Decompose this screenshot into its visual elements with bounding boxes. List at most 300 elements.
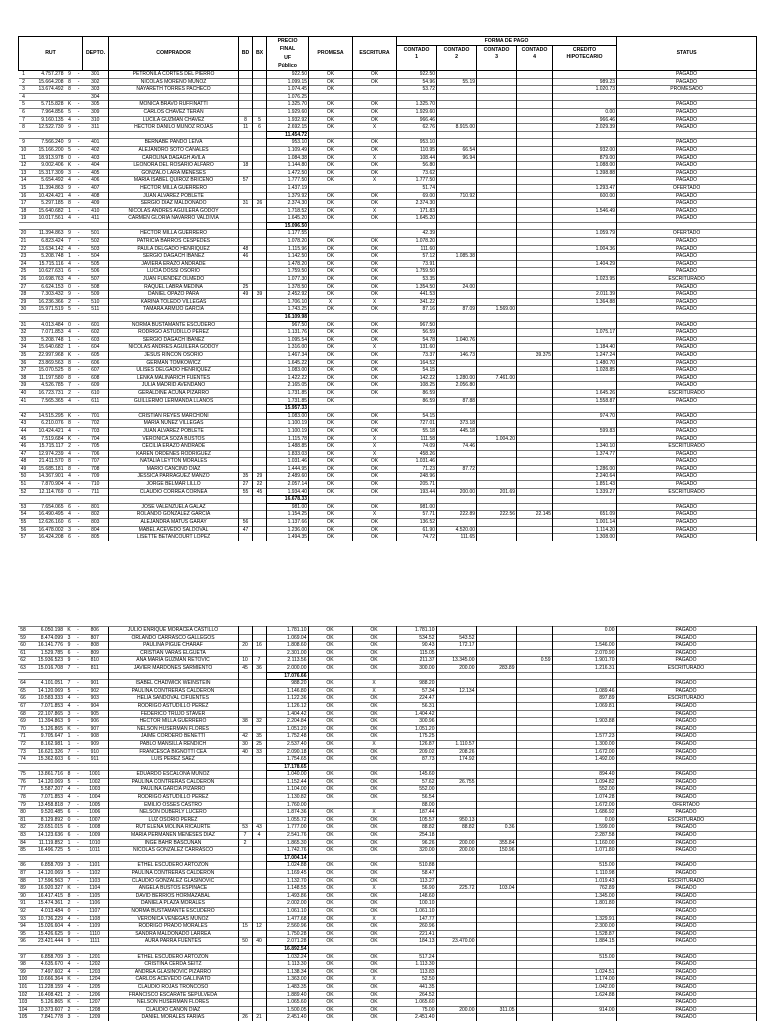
contado2-cell (437, 200, 477, 208)
escritura-cell: OK (353, 162, 397, 170)
subtotal-row (18, 945, 756, 953)
bd-cell (239, 465, 253, 473)
escritura-cell: OK (352, 983, 396, 991)
status-cell: PAGADO (617, 298, 757, 306)
status-cell: PAGADO (616, 983, 756, 991)
bx-cell: 21 (252, 1014, 266, 1021)
promesa-cell (309, 93, 353, 101)
subtotal-empty-cell (18, 672, 28, 680)
comprador-cell: LENKA MALINARICH FUENTES (109, 374, 239, 382)
depto-cell: 709 (83, 473, 109, 481)
row-number: 1 (19, 71, 29, 79)
comprador-cell: JESSICA PARRAGUEZ MANZO (109, 473, 239, 481)
escritura-cell: X (352, 740, 396, 748)
contado3-cell (476, 983, 516, 991)
rut-cell: 16.920.327 (28, 885, 64, 893)
table-row (19, 420, 757, 428)
rut-separator: - (74, 999, 82, 1007)
escritura-cell: OK (353, 200, 397, 208)
credito-cell: 1.247.24 (553, 351, 617, 359)
rut-cell: 15.362.603 (28, 756, 64, 764)
escritura-cell: OK (353, 139, 397, 147)
rut-cell: 7.519.684 (29, 435, 65, 443)
contado1-cell: 1.929.60 (397, 108, 437, 116)
contado1-cell: 145.60 (396, 771, 436, 779)
rut-dv-cell: 4 (65, 397, 75, 405)
bd-cell (239, 374, 253, 382)
contado2-cell: 13.345.00 (436, 657, 476, 665)
bd-cell (238, 710, 252, 718)
row-number: 62 (18, 657, 28, 665)
precio-cell: 1.177.55 (267, 230, 309, 238)
rut-dv-cell: 4 (65, 260, 75, 268)
depto-cell: 1207 (82, 999, 108, 1007)
credito-cell: 1.019.43 (552, 877, 616, 885)
comprador-cell: JUAN ALVAREZ POBLETE (109, 427, 239, 435)
credito-cell: 1.184.40 (553, 344, 617, 352)
status-cell: ESCRITURADO (616, 816, 756, 824)
sales-sheet-bottom (18, 626, 756, 1021)
escritura-cell: OK (352, 847, 396, 855)
comprador-cell: GUILLERMO LERMANDA LLANOS (109, 397, 239, 405)
rut-cell: 12.626.160 (29, 519, 65, 527)
promesa-cell: OK (308, 794, 352, 802)
status-cell: OFERTADO (617, 184, 757, 192)
contado2-cell: 373.18 (437, 420, 477, 428)
contado4-cell (517, 321, 553, 329)
rut-dv-cell: 0 (65, 321, 75, 329)
depto-cell: 1011 (82, 847, 108, 855)
depto-cell: 708 (83, 465, 109, 473)
precio-cell: 1.781.10 (266, 627, 308, 635)
contado2-cell (437, 71, 477, 79)
comprador-cell: PAULINA CONTRERAS CALDERON (108, 870, 238, 878)
rut-cell: 6.858.709 (28, 953, 64, 961)
contado1-cell: 922.50 (397, 71, 437, 79)
promesa-cell: OK (309, 71, 353, 79)
rut-dv-cell: 9 (65, 230, 75, 238)
table-row (19, 253, 757, 261)
contado1-cell: 1.051.20 (396, 725, 436, 733)
credito-cell: 762.89 (552, 885, 616, 893)
contado1-cell: 56.31 (396, 702, 436, 710)
depto-cell: 1202 (82, 961, 108, 969)
row-number: 34 (19, 344, 29, 352)
contado1-cell: 1.404.42 (396, 710, 436, 718)
table-row (19, 359, 757, 367)
contado4-cell (517, 200, 553, 208)
contado4-cell: 22.145 (517, 511, 553, 519)
rut-cell: 23.421.444 (28, 938, 64, 946)
status-cell: PAGADO (617, 329, 757, 337)
contado3-cell (477, 253, 517, 261)
precio-cell: 1.422.22 (267, 374, 309, 382)
rut-cell: 16.424.208 (29, 534, 65, 541)
rut-cell: 4.101.051 (28, 680, 64, 688)
escritura-cell: OK (352, 1014, 396, 1021)
subtotal-empty-cell (617, 405, 757, 413)
contado1-cell: 1.065.60 (396, 999, 436, 1007)
depto-cell: 1010 (82, 839, 108, 847)
bx-cell: 32 (252, 718, 266, 726)
subtotal-empty-cell (477, 314, 517, 322)
credito-cell (553, 200, 617, 208)
subtotal-empty-cell (617, 496, 757, 504)
rut-separator: - (75, 215, 83, 223)
rut-dv-cell: 4 (64, 702, 74, 710)
contado4-cell (516, 892, 552, 900)
comprador-cell: CLAUDIO CAÑON DIAZ (108, 1006, 238, 1014)
contado3-cell (476, 702, 516, 710)
escritura-cell: OK (353, 276, 397, 284)
bx-cell (252, 930, 266, 938)
rut-dv-cell: 5 (65, 146, 75, 154)
promesa-cell: OK (309, 443, 353, 451)
bd-cell: 50 (238, 938, 252, 946)
rut-cell: 16.490.495 (29, 511, 65, 519)
table-row (19, 268, 757, 276)
subtotal-empty-cell (83, 405, 109, 413)
credito-cell: 1.903.88 (552, 718, 616, 726)
row-number: 7 (19, 116, 29, 124)
promesa-cell: OK (308, 702, 352, 710)
depto-cell: 907 (82, 725, 108, 733)
row-number: 44 (19, 427, 29, 435)
escritura-cell (353, 93, 397, 101)
subtotal-empty-cell (28, 945, 64, 953)
precio-cell: 1.494.35 (267, 534, 309, 541)
precio-cell: 1.055.72 (266, 816, 308, 824)
rut-cell: 5.208.748 (29, 253, 65, 261)
rut-dv-cell: K (64, 885, 74, 893)
status-cell: PAGADO (617, 412, 757, 420)
depto-cell: 704 (83, 435, 109, 443)
subtotal-empty-cell (108, 945, 238, 953)
bd-cell (238, 900, 252, 908)
contado1-cell: 115.05 (396, 649, 436, 657)
contado1-cell: 126.87 (396, 740, 436, 748)
contado4-cell (516, 748, 552, 756)
escritura-cell: OK (353, 488, 397, 496)
row-number: 4 (19, 93, 29, 101)
rut-cell: 11.394.863 (29, 230, 65, 238)
escritura-cell (353, 230, 397, 238)
bd-cell (239, 412, 253, 420)
contado1-cell: 136.52 (397, 519, 437, 527)
escritura-cell: OK (353, 374, 397, 382)
bd-cell (239, 382, 253, 390)
rut-cell: 7.497.602 (28, 968, 64, 976)
contado2-cell (437, 238, 477, 246)
bx-cell: 25 (252, 740, 266, 748)
credito-cell: 1.110.98 (552, 870, 616, 878)
row-number: 91 (18, 900, 28, 908)
precio-cell: 1.130.82 (266, 794, 308, 802)
escritura-cell: OK (353, 321, 397, 329)
contado1-cell: 113.83 (396, 968, 436, 976)
comprador-cell: PAULA DELGADO HENRIQUEZ (109, 245, 239, 253)
subtotal-empty-cell (437, 405, 477, 413)
contado2-cell: 445.18 (437, 427, 477, 435)
depto-cell: 1106 (82, 900, 108, 908)
contado2-cell (437, 329, 477, 337)
comprador-cell: PAULINA CONTRERAS CALDERON (108, 778, 238, 786)
contado3-cell (477, 503, 517, 511)
contado2-cell (436, 968, 476, 976)
comprador-cell: ANA MARIA GUZMAN RETOVIC (108, 657, 238, 665)
rut-separator: - (75, 389, 83, 397)
escritura-cell: OK (352, 816, 396, 824)
table-row (18, 938, 756, 946)
rut-dv-cell: 5 (65, 108, 75, 116)
contado1-cell: 248.96 (397, 473, 437, 481)
row-number: 92 (18, 907, 28, 915)
subtotal-empty-cell (552, 854, 616, 862)
promesa-cell: OK (309, 367, 353, 375)
table-body-bottom (18, 627, 756, 1021)
rut-dv-cell: 4 (65, 116, 75, 124)
credito-cell: 914.00 (552, 1006, 616, 1014)
contado2-cell: 200.00 (436, 847, 476, 855)
rut-cell: 10.583.333 (28, 695, 64, 703)
comprador-cell (109, 93, 239, 101)
depto-cell: 401 (83, 139, 109, 147)
bx-cell: 7 (252, 657, 266, 665)
precio-cell: 1.477.68 (266, 915, 308, 923)
subtotal-row (18, 854, 756, 862)
escritura-cell: OK (353, 336, 397, 344)
rut-separator: - (74, 839, 82, 847)
depto-cell: 1104 (82, 885, 108, 893)
contado1-cell: 113.27 (396, 877, 436, 885)
depto-cell: 1101 (82, 862, 108, 870)
promesa-cell: OK (308, 847, 352, 855)
table-row (18, 733, 756, 741)
row-number: 31 (19, 321, 29, 329)
bx-cell (253, 427, 267, 435)
rut-dv-cell: 1 (64, 740, 74, 748)
escritura-cell: OK (352, 991, 396, 999)
row-number: 68 (18, 710, 28, 718)
contado3-cell (477, 184, 517, 192)
row-number: 29 (19, 298, 29, 306)
contado3-cell (477, 71, 517, 79)
contado2-cell: 208.26 (436, 748, 476, 756)
rut-dv-cell: 1 (65, 207, 75, 215)
rut-cell: 14.120.069 (28, 687, 64, 695)
bx-cell (253, 108, 267, 116)
rut-cell: 7.566.240 (29, 139, 65, 147)
subtotal-empty-cell (82, 945, 108, 953)
comprador-cell: ALEJANDRO SOTO CANALES (109, 146, 239, 154)
table-row (19, 473, 757, 481)
table-row (19, 78, 757, 86)
status-cell: PAGADO (616, 634, 756, 642)
contado1-cell: 54.15 (397, 412, 437, 420)
row-number: 80 (18, 809, 28, 817)
rut-separator: - (74, 976, 82, 984)
rut-dv-cell: 4 (65, 329, 75, 337)
contado3-cell: 0.36 (476, 824, 516, 832)
subtotal-empty-cell (18, 854, 28, 862)
rut-dv-cell: 1 (65, 253, 75, 261)
contado3-cell (476, 915, 516, 923)
rut-dv-cell: 9 (64, 718, 74, 726)
depto-cell: 902 (82, 687, 108, 695)
contado1-cell: 1.325.70 (397, 101, 437, 109)
rut-separator: - (75, 488, 83, 496)
promesa-cell: OK (309, 420, 353, 428)
contado3-cell (476, 657, 516, 665)
rut-separator: - (75, 101, 83, 109)
contado3-cell (476, 733, 516, 741)
status-cell: PAGADO (616, 870, 756, 878)
contado1-cell: 88.82 (396, 824, 436, 832)
contado2-cell (437, 177, 477, 185)
rut-separator: - (75, 420, 83, 428)
precio-cell: 1.718.52 (267, 207, 309, 215)
status-cell: PAGADO (616, 923, 756, 931)
rut-cell: 11.228.159 (28, 983, 64, 991)
precio-cell: 1.137.66 (267, 519, 309, 527)
status-cell: PAGADO (617, 116, 757, 124)
comprador-cell: CLAUDIO ROJAS TRONCOSO (108, 983, 238, 991)
precio-cell: 1.316.00 (267, 344, 309, 352)
comprador-cell: NICOLAS ANDRES AGUILERA GODOY (109, 207, 239, 215)
contado4-cell (516, 824, 552, 832)
rut-cell: 13.674.492 (29, 86, 65, 94)
bx-cell (252, 649, 266, 657)
bd-cell (239, 108, 253, 116)
subtotal-empty-cell (109, 131, 239, 139)
precio-cell: 1.325.70 (267, 101, 309, 109)
bd-cell (238, 862, 252, 870)
rut-separator: - (74, 923, 82, 931)
rut-dv-cell: 6 (64, 824, 74, 832)
rut-dv-cell: 2 (65, 298, 75, 306)
subtotal-empty-cell (353, 222, 397, 230)
bx-cell (252, 710, 266, 718)
rut-dv-cell: 3 (64, 953, 74, 961)
comprador-cell: JORGE BELMAR LILLO (109, 481, 239, 489)
rut-dv-cell: 8 (65, 420, 75, 428)
contado1-cell: 981.00 (397, 503, 437, 511)
depto-cell: 407 (83, 184, 109, 192)
contado2-cell (436, 733, 476, 741)
escritura-cell: OK (352, 786, 396, 794)
bd-cell: 47 (239, 526, 253, 534)
subtotal-empty-cell (552, 672, 616, 680)
bd-cell (239, 276, 253, 284)
credito-cell: 1.024.51 (552, 968, 616, 976)
subtotal-empty-cell (616, 672, 756, 680)
contado1-cell: 100.10 (396, 900, 436, 908)
comprador-cell: CARLOS ACEVEDO GALLINATO (108, 976, 238, 984)
contado4-cell: 39.375 (517, 351, 553, 359)
rut-separator: - (74, 892, 82, 900)
rut-separator: - (74, 938, 82, 946)
contado4-cell (517, 124, 553, 132)
contado3-cell (476, 976, 516, 984)
contado3-cell (476, 907, 516, 915)
contado4-cell (517, 458, 553, 466)
rut-separator: - (74, 733, 82, 741)
row-number: 58 (18, 627, 28, 635)
contado4-cell (517, 534, 553, 541)
credito-cell (552, 961, 616, 969)
table-row (18, 892, 756, 900)
depto-cell: 801 (83, 503, 109, 511)
contado3-cell (476, 718, 516, 726)
contado2-cell (436, 786, 476, 794)
credito-cell: 2.287.58 (552, 832, 616, 840)
escritura-cell: OK (353, 215, 397, 223)
rut-cell: 4.013.484 (29, 321, 65, 329)
subtotal-empty-cell (436, 672, 476, 680)
comprador-cell: ROLANDO GONZALEZ GARCIA (109, 511, 239, 519)
depto-cell: 606 (83, 359, 109, 367)
depto-cell: 810 (82, 657, 108, 665)
contado1-cell: 224.47 (396, 695, 436, 703)
table-row (19, 184, 757, 192)
contado3-cell (476, 892, 516, 900)
subtotal-empty-cell (83, 314, 109, 322)
contado1-cell: 57.12 (397, 253, 437, 261)
bx-cell (253, 389, 267, 397)
credito-cell (552, 725, 616, 733)
rut-dv-cell (65, 93, 75, 101)
credito-cell (553, 382, 617, 390)
rut-separator: - (74, 1014, 82, 1021)
contado2-cell: 26.755 (436, 778, 476, 786)
subtotal-empty-cell (238, 945, 252, 953)
row-number: 73 (18, 748, 28, 756)
subtotal-empty-cell (64, 945, 74, 953)
rut-dv-cell: 4 (65, 215, 75, 223)
contado2-cell: 8.915.00 (437, 124, 477, 132)
bd-cell: 11 (239, 124, 253, 132)
rut-separator: - (74, 687, 82, 695)
rut-dv-cell: 3 (64, 634, 74, 642)
precio-cell: 1.808.60 (266, 642, 308, 650)
row-number: 37 (19, 367, 29, 375)
bd-cell (238, 961, 252, 969)
precio-cell: 1.379.92 (267, 192, 309, 200)
precio-cell: 967.50 (267, 321, 309, 329)
promesa-cell: OK (308, 961, 352, 969)
subtotal-empty-cell (477, 131, 517, 139)
subtotal-empty-cell (617, 222, 757, 230)
contado4-cell (516, 627, 552, 635)
precio-cell: 2.057.14 (267, 481, 309, 489)
table-row (18, 627, 756, 635)
contado2-cell: 1.110.57 (436, 740, 476, 748)
bx-cell (253, 139, 267, 147)
row-number: 86 (18, 862, 28, 870)
table-row (18, 900, 756, 908)
escritura-cell: X (353, 154, 397, 162)
contado3-cell (477, 412, 517, 420)
precio-cell: 1.478.20 (267, 260, 309, 268)
credito-cell: 0.00 (553, 108, 617, 116)
comprador-cell: LEONORA DEL ROSARIO ALFARO (109, 162, 239, 170)
contado1-cell: 96.26 (396, 839, 436, 847)
rut-dv-cell: 6 (65, 534, 75, 541)
depto-cell: 905 (82, 710, 108, 718)
credito-cell: 515.00 (552, 862, 616, 870)
contado1-cell: 510.88 (396, 862, 436, 870)
contado3-cell (476, 627, 516, 635)
